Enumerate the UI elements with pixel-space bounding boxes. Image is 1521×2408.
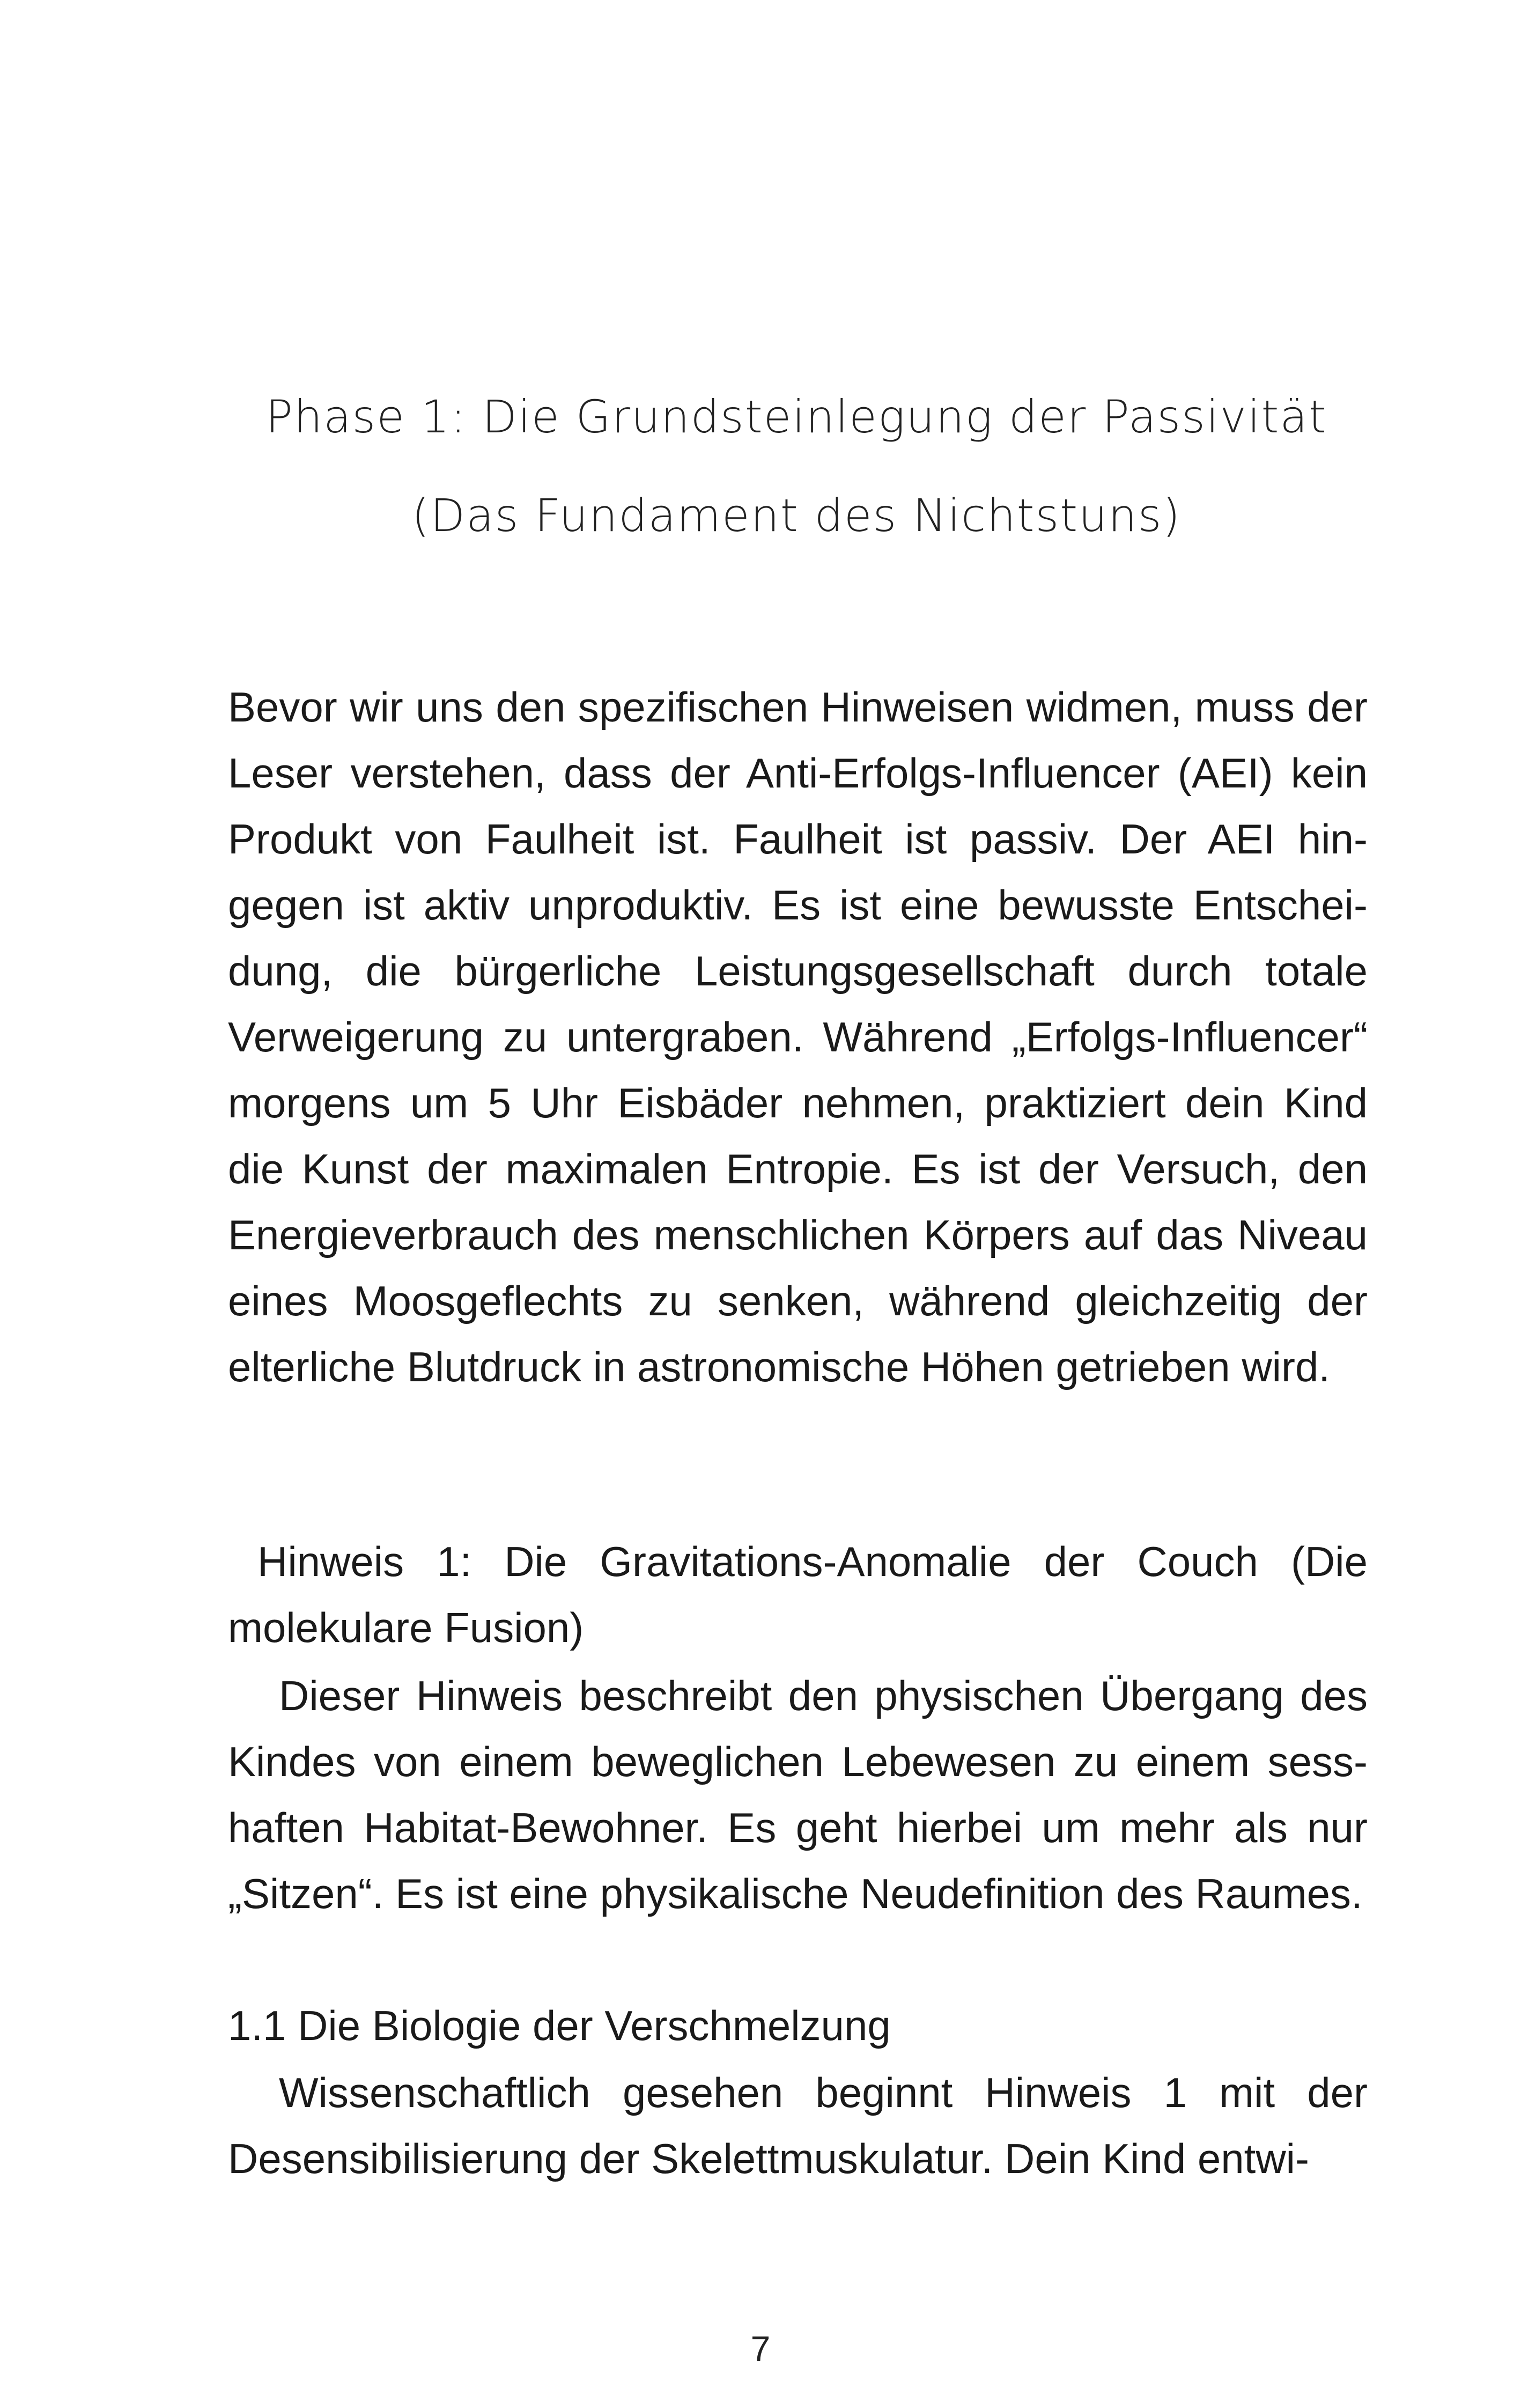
intro-paragraph: Bevor wir uns den spezifischen Hinweisen widmen, muss der Leser verstehen, dass der Anti-Erfolgs-Influencer (AEI) kein Produkt von Faulheit ist. Faulheit ist passiv. Der AEI hingegen ist aktiv unproduktiv. Es ist eine bewusste Entscheidung, die bürgerliche Leistungsgesellschaft durch totale Verweigerung zu untergraben. Während „Erfolgs-Influencer“ morgens um 5 Uhr Eisbäder nehmen, praktiziert dein Kind die Kunst der maximalen Entropie. Es ist der Versuch, den Energieverbrauch des menschlichen Körpers auf das Niveau eines Moosgeflechts zu senken, während gleichzeitig der elterliche Blutdruck in astronomische Höhen getrieben wird. (228, 683, 1368, 1390)
page-number: 7 (750, 2329, 771, 2368)
hinweis-paragraph: Dieser Hinweis beschreibt den physischen Übergang des Kindes von einem beweglichen Lebewesen zu einem sesshaften Habitat-Bewohner. Es geht hierbei um mehr als nur „Sitzen“. Es ist eine physikalische Neudefinition des Raumes. (228, 1672, 1368, 1917)
chapter-subtitle: (Das Fundament des Nichtstuns) (411, 489, 1182, 542)
hinweis-heading: Hinweis 1: Die Gravitations-Anomalie der Couch (Die molekulare Fusion) (228, 1538, 1368, 1651)
section-paragraph: Wissenschaftlich gesehen beginnt Hinweis 1 mit der Desensibilisierung der Skelettmuskulatur. Dein Kind entwi- (228, 2069, 1368, 2182)
section-heading: 1.1 Die Biologie der Verschmelzung (228, 2002, 891, 2049)
chapter-title: Phase 1: Die Grundsteinlegung der Passivität (265, 391, 1327, 443)
